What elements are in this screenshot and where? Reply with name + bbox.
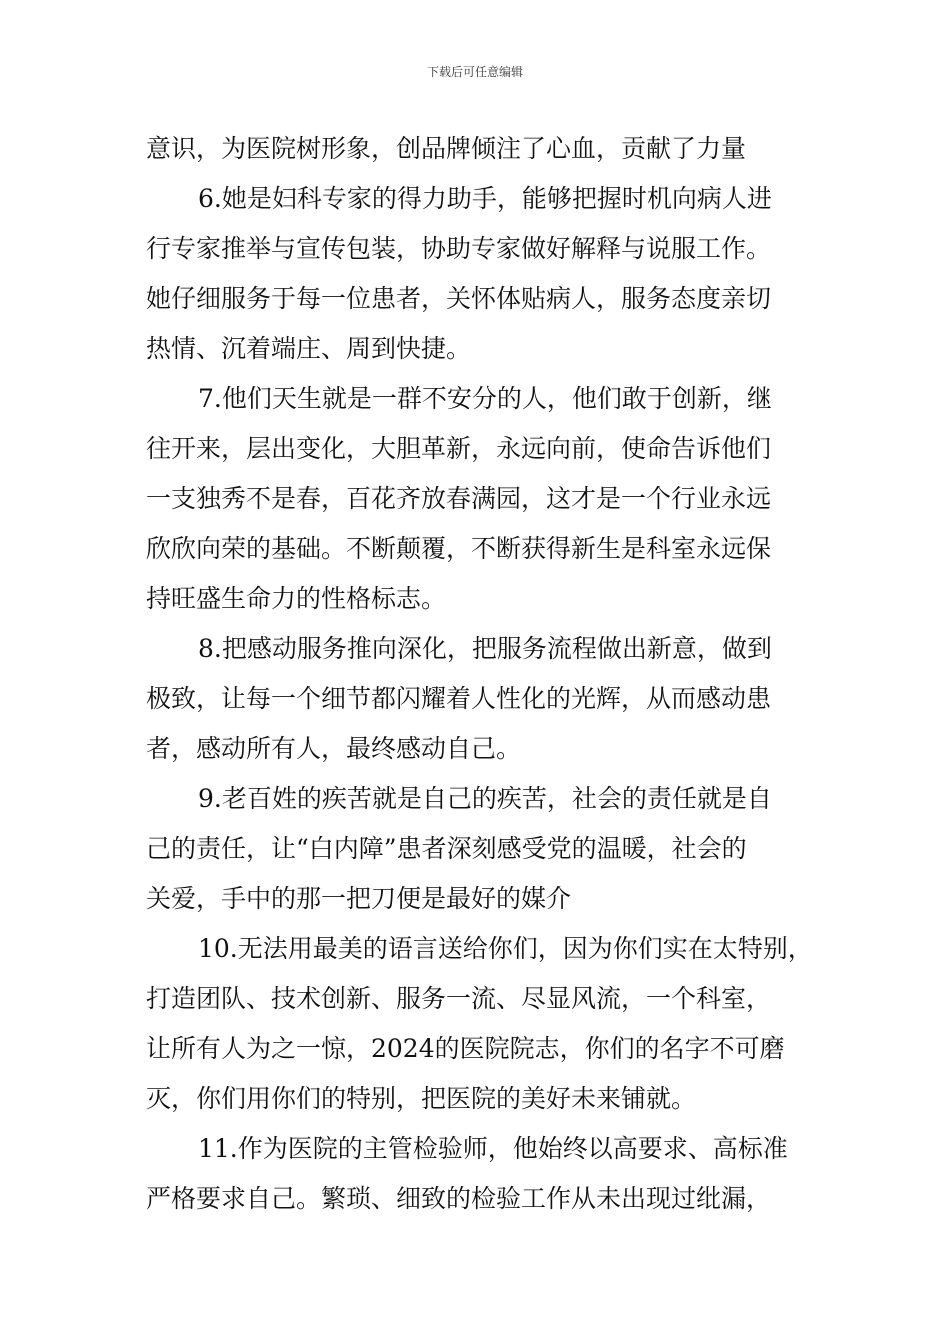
text-line: 往开来，层出变化，大胆革新，永远向前，使命告诉他们 — [146, 434, 772, 463]
page-header: 下载后可任意编辑 — [426, 65, 523, 79]
text-line: 者，感动所有人，最终感动自己。 — [146, 734, 522, 763]
paragraph-start-line: 10.无法用最美的语言送给你们，因为你们实在太特别， — [198, 934, 813, 963]
text-line: 一支独秀不是春，百花齐放春满园，这才是一个行业永远 — [146, 484, 772, 513]
text-line: 打造团队、技术创新、服务一流、尽显风流，一个科室， — [146, 984, 772, 1013]
text-line: 欣欣向荣的基础。不断颠覆，不断获得新生是科室永远保 — [146, 534, 772, 563]
text-line: 严格要求自己。繁琐、细致的检验工作从未出现过纰漏， — [146, 1184, 772, 1213]
text-line: 让所有人为之一惊，2024的医院院志，你们的名字不可磨 — [146, 1034, 785, 1063]
text-line: 关爱，手中的那一把刀便是最好的媒介 — [146, 884, 572, 913]
paragraph-start-line: 9.老百姓的疾苦就是自己的疾苦，社会的责任就是自 — [198, 784, 772, 813]
paragraph-start-line: 8.把感动服务推向深化，把服务流程做出新意，做到 — [198, 634, 772, 663]
text-line: 灭，你们用你们的特别，把医院的美好未来铺就。 — [146, 1084, 697, 1113]
paragraph-start-line: 11.作为医院的主管检验师，他始终以高要求、高标准 — [198, 1134, 788, 1163]
document-body — [146, 124, 816, 1224]
text-line: 她仔细服务于每一位患者，关怀体贴病人，服务态度亲切 — [146, 284, 772, 313]
text-line: 意识，为医院树形象，创品牌倾注了心血，贡献了力量 — [146, 134, 747, 163]
text-line: 持旺盛生命力的性格标志。 — [146, 584, 447, 613]
text-line: 己的责任，让“白内障”患者深刻感受党的温暖，社会的 — [146, 834, 747, 863]
paragraph-start-line: 7.他们天生就是一群不安分的人，他们敢于创新，继 — [198, 384, 772, 413]
text-line: 行专家推举与宣传包装，协助专家做好解释与说服工作。 — [146, 234, 772, 263]
paragraph-start-line: 6.她是妇科专家的得力助手，能够把握时机向病人进 — [198, 184, 772, 213]
text-line: 热情、沉着端庄、周到快捷。 — [146, 334, 472, 363]
text-line: 极致，让每一个细节都闪耀着人性化的光辉，从而感动患 — [146, 684, 772, 713]
